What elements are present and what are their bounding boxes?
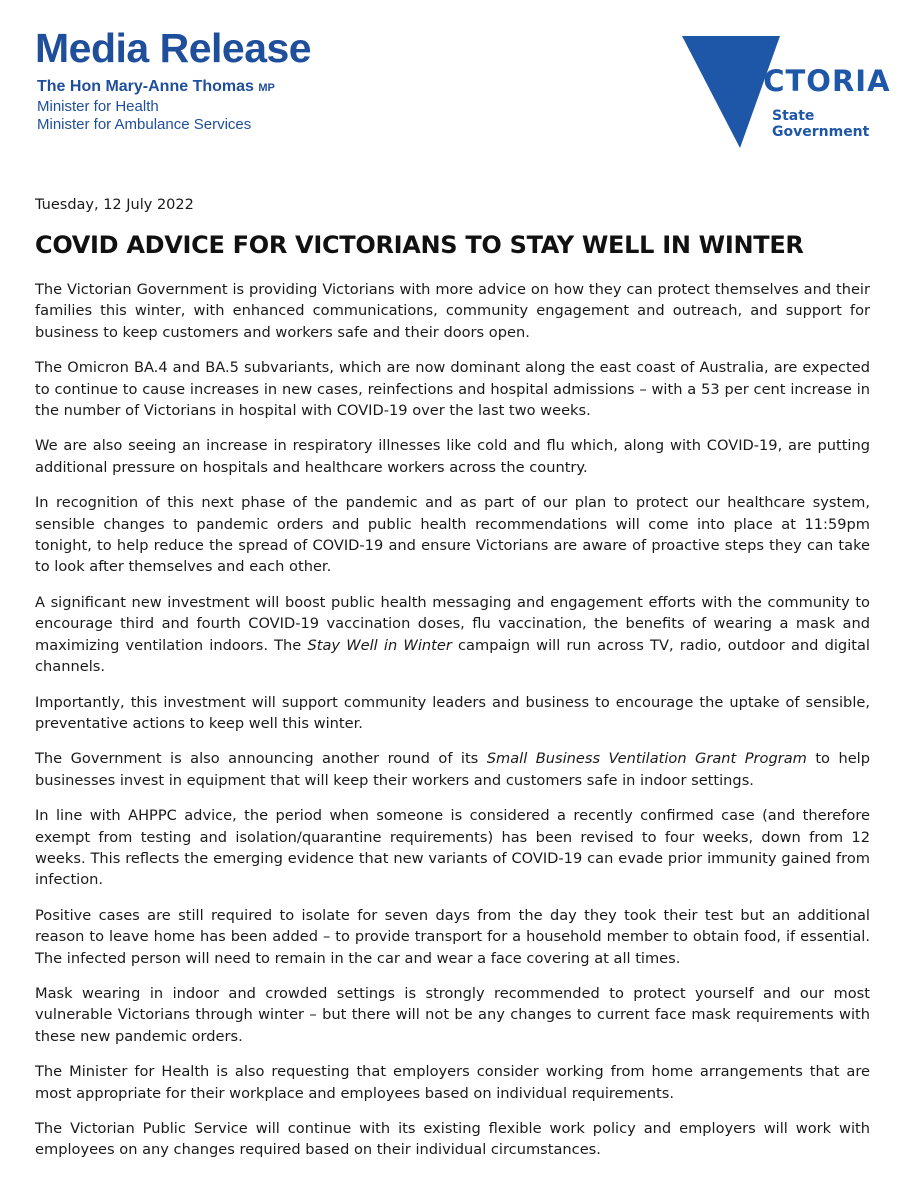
paragraph-text: A significant new investment will boost public health messaging and engagement efforts with the community to encourage third and fourth COVID-19 vaccination doses, flu vaccination, the benefits of wearing a mask and maximizing ventilation indoors. The: [35, 593, 870, 654]
minister-role-health: Minister for Health: [37, 98, 159, 115]
paragraph: The Victorian Government is providing Victorians with more advice on how they can protect themselves and their families this winter, with enhanced communications, community engagement and outreach, and support for business to keep customers and workers safe and their doors open.: [35, 281, 870, 341]
paragraph: [35, 592, 870, 678]
paragraph-text: The Government is also announcing another round of its: [35, 750, 487, 768]
release-date: Tuesday, 12 July 2022: [35, 197, 194, 213]
release-body: [35, 195, 870, 1175]
logo-wordmark: VICTORIA: [728, 64, 891, 98]
logo-state: State: [772, 108, 815, 124]
release-headline: COVID ADVICE FOR VICTORIANS TO STAY WELL IN WINTER: [35, 231, 804, 259]
minister-role-ambulance: Minister for Ambulance Services: [37, 116, 252, 133]
paragraph: In recognition of this next phase of the pandemic and as part of our plan to protect our healthcare system, sensible changes to pandemic orders and public health recommendations will come into place at 11:59pm tonight, to help reduce the spread of COVID-19 and ensure Victorians are aware of proactive steps they can take to look after themselves and each other.: [35, 494, 870, 576]
grant-program-name: Small Business Ventilation Grant Program: [486, 750, 807, 768]
logo-government: Government: [772, 124, 870, 140]
paragraph: The Victorian Public Service will continue with its existing flexible work policy and employers will work with employees on any changes required based on their individual circumstances.: [35, 1120, 870, 1159]
paragraph: The Omicron BA.4 and BA.5 subvariants, which are now dominant along the east coast of Australia, are expected to continue to cause increases in new cases, reinfections and hospital admissions – with a 53 per cent increase in the number of Victorians in hospital with COVID-19 over the last two weeks.: [35, 359, 870, 420]
minister-name-line: [37, 78, 275, 97]
paragraph-text: to help businesses invest in equipment that will keep their workers and customers safe in indoor settings.: [35, 750, 870, 789]
minister-suffix: MP: [258, 82, 275, 94]
paragraph: Importantly, this investment will support community leaders and business to encourage the uptake of sensible, preventative actions to keep well this winter.: [35, 693, 870, 732]
paragraph: In line with AHPPC advice, the period when someone is considered a recently confirmed case (and therefore exempt from testing and isolation/quarantine requirements) has been revised to four weeks, down from 12 weeks. This reflects the emerging evidence that new variants of COVID-19 can evade prior immunity gained from infection.: [35, 807, 870, 889]
paragraph: We are also seeing an increase in respiratory illnesses like cold and flu which, along with COVID-19, are putting additional pressure on hospitals and healthcare workers across the country.: [35, 437, 870, 476]
paragraph-text: campaign will run across TV, radio, outdoor and digital channels.: [35, 636, 870, 676]
paragraph: [35, 748, 870, 791]
campaign-name: Stay Well in Winter: [307, 636, 452, 654]
media-release-header: [0, 0, 910, 180]
minister-name: The Hon Mary-Anne Thomas: [37, 78, 254, 95]
paragraph: Mask wearing in indoor and crowded settings is strongly recommended to protect yourself and our most vulnerable Victorians through winter – but there will not be any changes to current face mask requirements with these new pandemic orders.: [35, 984, 870, 1045]
paragraph: Positive cases are still required to isolate for seven days from the day they took their test but an additional reason to leave home has been added – to provide transport for a household member to obtain food, if essential. The infected person will need to remain in the car and wear a face covering at all times.: [35, 906, 870, 967]
paragraph: The Minister for Health is also requesting that employers consider working from home arrangements that are most appropriate for their workplace and employees based on individual requirements.: [35, 1063, 870, 1102]
release-title: Media Release: [35, 25, 312, 71]
victoria-state-government-logo: [680, 34, 890, 154]
